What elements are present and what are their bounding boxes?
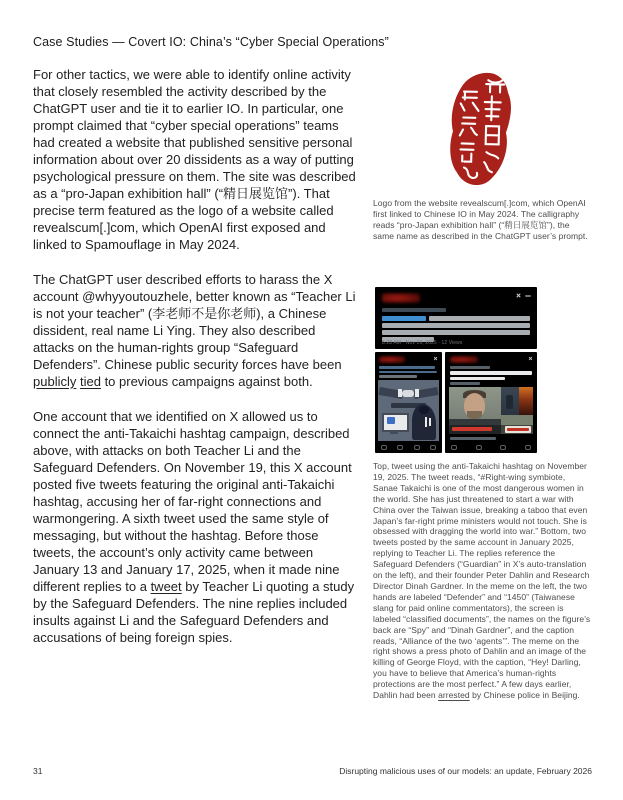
meme-figure-head [419,406,429,414]
seal-caption: Logo from the website revealscum[.]com, which OpenAI first linked to Chinese IO in May 2024. The calligraphy reads “pro-Japan exhibition hall” (“精日展览馆”), the same name as described in the ChatGPT user’s prompt. [373,198,588,241]
x-logo-icon [434,357,438,361]
meme-monitor-stand [390,430,398,434]
meme-cuff [415,389,419,397]
views-icon [430,445,436,450]
meme-back-label [429,418,431,426]
paragraph-3 [33,408,360,646]
link-tweet[interactable]: tweet [150,579,182,594]
agents-alliance-meme-image [378,380,439,441]
page-number: 31 [33,766,43,776]
redacted-caption-text [450,371,532,375]
tweet-panel-bottom-right [445,352,537,453]
meme-handshake [402,390,414,397]
redacted-handle [382,293,420,303]
red-caption-text [507,428,529,431]
paragraph-1 [33,66,360,253]
redacted-meta-text [450,382,480,385]
meme-back-label [425,417,427,427]
paragraph-2 [33,271,360,390]
redacted-reply-line [382,308,446,312]
redacted-hashtag-text [382,316,426,321]
reply-icon [381,445,387,450]
tweet-timestamp: 8:28 AM · Nov 19, 2025 · 12 Views [382,340,463,346]
meme-classified-documents [387,417,395,424]
figure-column [373,0,592,800]
like-icon [500,445,506,450]
redacted-reply-line [450,366,490,369]
link-publicly[interactable]: publicly [33,374,77,389]
redacted-handle [379,356,405,363]
tweets-caption-text: Top, tweet using the anti-Takaichi hashtag on November 19, 2025. The tweet reads, “#Right-wing symbiote, Sanae Takaichi is one of the most dangerous women in the world. She has just threatened to start a war with China over the Taiwan issue, breaking a taboo that even Japan’s far-right prime ministers would not touch. She is obsessed with dragging the world into war.” Bottom, two tweets posted by the same account in January 2025, replying to Teacher Li. The replies reference the Safeguard Defenders (“Guardian” in X’s auto-translation on the left), and their founder Peter Dahlin and Research Director Dinah Gardner. In the meme on the left, the two hands are labeled “Defender” and “1450” (Taiwanese slang for paid online commentators), the screen is labeled “classified documents”, the names on the figure’s back are “Spy” and “Dinah Gardner”, and the caption reads, “Alliance of the two ‘agents’”. The meme on the right shows a press photo of Dahlin and an image of the killing of George Floyd, with the caption, “Hey! Darling, you have to believe that America’s human-rights protections are the most perfect.” A few days earlier, Dahlin had been [373,461,591,701]
seal-logo-image [445,69,518,191]
red-caption-text [452,427,492,431]
paragraph-2-text-end: to previous campaigns against both. [100,374,313,389]
portrait-beard [467,411,482,419]
police-scene-image [501,387,519,415]
footer-doc-title: Disrupting malicious uses of our models: an update, February 2026 [339,766,592,776]
redacted-caption-text [450,377,505,381]
repost-icon [397,445,403,450]
section-kicker: Case Studies — Covert IO: China’s “Cyber Special Operations” [33,35,389,49]
paragraph-3-text-end: by Teacher Li quoting a study by the Safeguard Defenders. The nine replies included insults against Li and the Safeguard Defenders and accusations of being foreign spies. [33,579,355,645]
redacted-tweet-text [429,316,530,321]
tweet-action-icons [381,445,436,450]
redacted-reply-text [379,366,435,369]
like-icon [414,445,420,450]
paragraph-2-text: The ChatGPT user described efforts to harass the X account @whyyoutouzhele, better known as “Teacher Li is not your teacher” (李老师不是你老师), a Chinese dissident, real name Li Ying. They also described attacks on the human-rights group “Safeguard Defenders”. Chinese public security forces have been [33,272,356,372]
x-logo-icon [529,357,533,361]
paragraph-1-text: For other tactics, we were able to identify online activity that closely resembled the activity described by the ChatGPT user and tie it to earlier IO. In particular, one prompt claimed that “cyber special operations” teams had created a website that published sensitive personal information about over 20 dissidents as a way of putting psychological pressure on them. The site was described as a “pro-Japan exhibition hall” (“精日展览馆”). That precise term featured as the logo of a website called revealscum[.]com, which OpenAI first exposed and linked to Spamouflage in May 2024. [33,67,356,252]
redacted-meta-text [379,375,417,378]
paragraph-3-text: One account that we identified on X allowed us to connect the anti-Takaichi hashtag campaign, described above, with attacks on both Teacher Li and the Safeguard Defenders. On November 19, this X account posted five tweets featuring the original anti-Takaichi hashtag, accusing her of far-right connections and warmongering. A sixth tweet used the same style of messaging, but without the hashtag. Before those tweets, the account’s only activity came between January 13 and January 17, 2025, when it made nine different replies to a [33,409,352,594]
redacted-handle [450,356,478,363]
tweet-action-icons [451,445,531,450]
more-options-icon [525,295,531,297]
tweets-caption [373,461,592,701]
tweet-screenshots-figure [375,287,537,453]
meme-caption-strip [449,425,533,434]
views-icon [525,445,531,450]
tweet-panel-top [375,287,537,349]
redacted-tweet-text [382,323,530,328]
link-arrested[interactable]: arrested [438,690,470,701]
seal-svg [445,69,518,191]
body-column [33,66,360,664]
tweet-panel-bottom-left [375,352,442,453]
link-tied[interactable]: tied [79,374,101,389]
dahlin-meme-image [449,387,533,434]
george-floyd-scene-image [519,387,533,415]
redacted-timestamp [450,437,496,440]
redacted-tweet-text [382,330,530,335]
x-logo-icon [516,293,521,298]
reply-icon [451,445,457,450]
repost-icon [476,445,482,450]
meme-hooded-figure [412,404,436,440]
tweets-caption-text-end: by Chinese police in Beijing. [469,690,580,701]
red-caption-box [505,426,531,433]
redacted-reply-text [379,371,437,374]
